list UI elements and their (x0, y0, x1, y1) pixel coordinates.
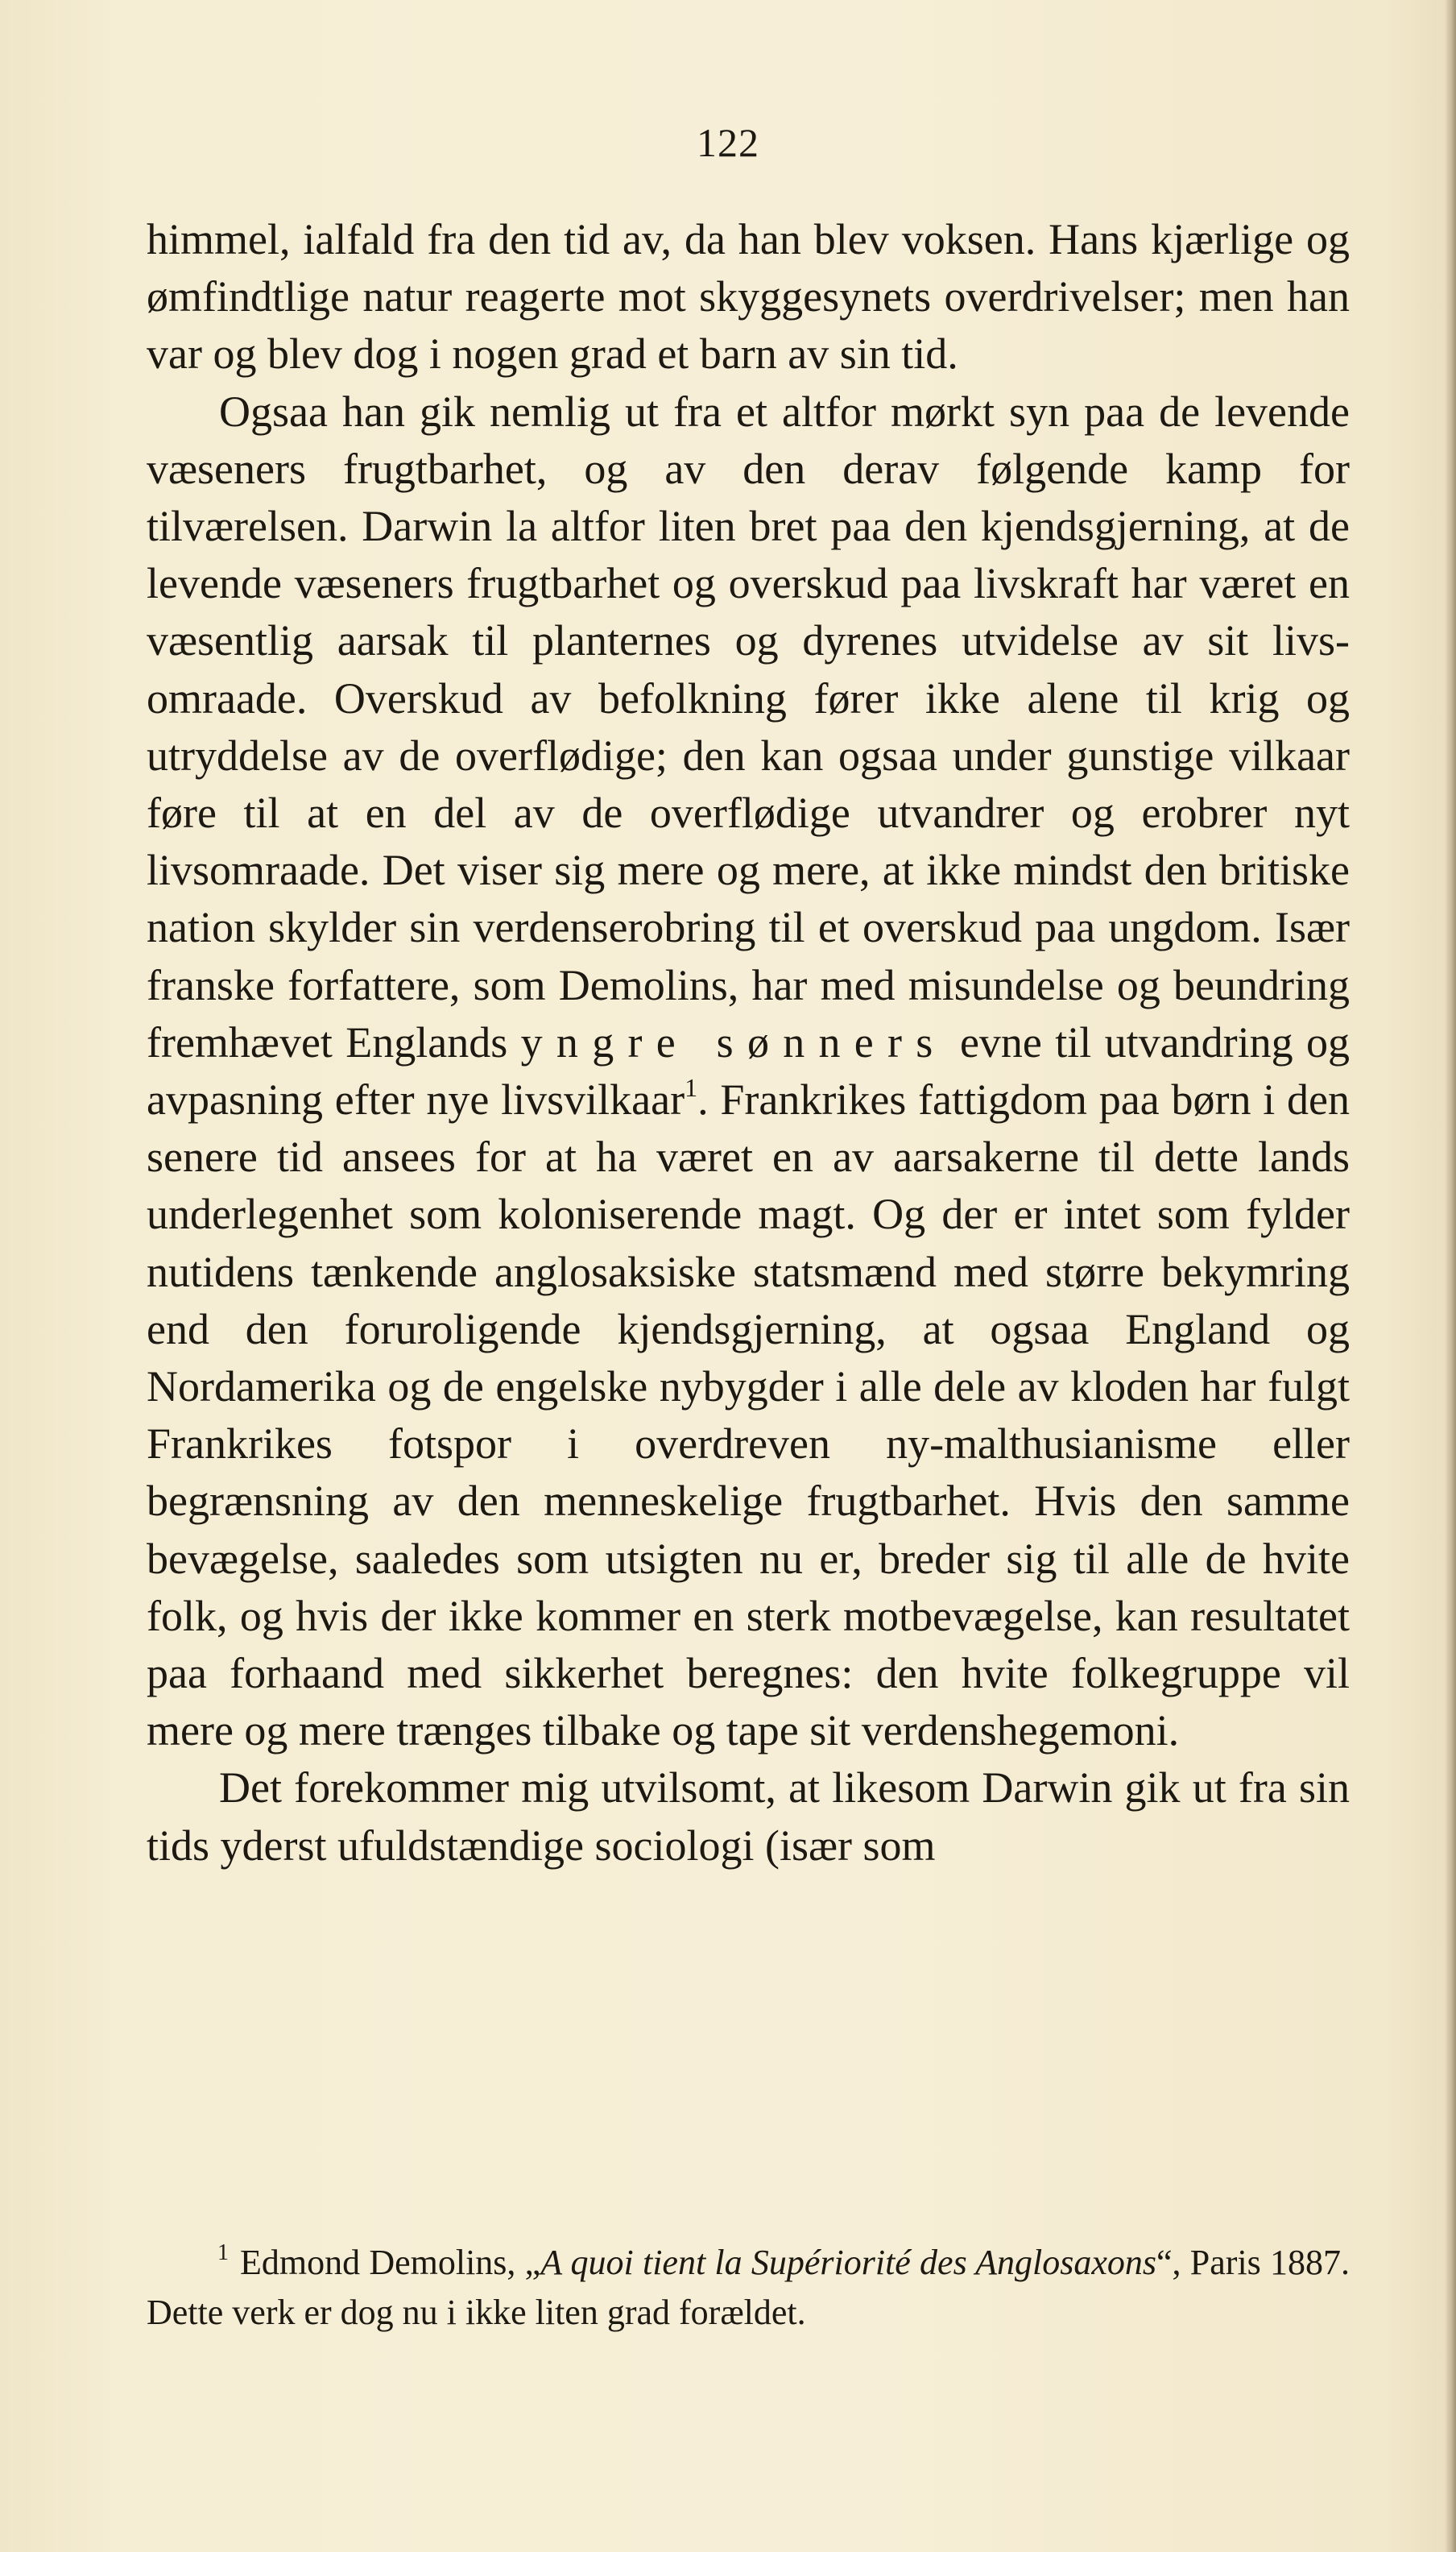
paragraph (147, 383, 1350, 1760)
paragraph (147, 211, 1350, 383)
footnotes (147, 2238, 1350, 2338)
paragraph-text: himmel, ialfald fra den tid av, da han blev voksen. Hans kjærlige og ømfindtlige natur reagerte mot skyggesynets overdrivelser; men han var og blev dog i nogen grad et barn av sin tid. (147, 215, 1350, 379)
page-number: 122 (697, 120, 759, 165)
paragraph-text: Ogsaa han gik nemlig ut fra et altfor mørkt syn paa de levende væseners frugtbarhet, og av den derav følgende kamp for tilværelsen. Darwin la altfor liten bret paa den kjendsgjerning, at de levende væseners frugtbarhet og overskud paa livskraft har været en væsentlig aarsak til planternes og dyrenes utvidelse av sit livsomraade. Overskud av befolkning fører ikke alene til krig og utryddelse av de overflødige; den kan ogsaa under gunstige vilkaar føre til at en del av de overflødige utvandrer og erobrer nyt livsomraade. Det viser sig mere og mere, at ikke mindst den britiske nation skylder sin verdenserobring til et overskud paa ungdom. Især franske forfattere, som Demolins, har med misundelse og beundring fremhævet Englands (147, 387, 1350, 1067)
spaced-emphasis-text: yngre sønners (520, 1017, 947, 1067)
footnote (147, 2238, 1350, 2338)
footnote-mark: 1 (217, 2240, 229, 2265)
footnote-reference: 1 (685, 1073, 698, 1103)
page-edge-shadow (1445, 0, 1456, 2552)
footnote-text: Edmond Demolins, „ (240, 2243, 541, 2282)
footnote-text: “, Paris 1887. Dette verk er dog nu i ikke liten grad forældet. (147, 2243, 1351, 2332)
paragraph-text: Det forekommer mig utvilsomt, at likesom Darwin gik ut fra sin tids yderst ufuldstændige sociologi (især som (147, 1763, 1350, 1870)
book-title-text: A quoi tient la Supériorité des Anglosaxons (540, 2243, 1157, 2282)
paragraph (147, 1759, 1350, 1874)
paragraph-text: . Frankrikes fattigdom paa børn i den senere tid ansees for at ha været en av aarsakerne til dette lands underlegenhet som koloniserende magt. Og der er intet som fylder nutidens tænkende anglosaksiske statsmænd med større bekymring end den foruroligende kjendsgjerning, at ogsaa England og Nordamerika og de engelske nybygder i alle dele av kloden har fulgt Frankrikes fotspor i overdreven ny-malthusianisme eller begrænsning av den menneskelige frugtbarhet. Hvis den samme bevægelse, saaledes som utsigten nu er, breder sig til alle de hvite folk, og hvis der ikke kommer en sterk motbevægelse, kan resultatet paa forhaand med sikkerhet beregnes: den hvite folkegruppe vil mere og mere trænges tilbake og tape sit verdenshegemoni. (147, 1075, 1350, 1755)
paragraph-text: evne til utvandring og avpasning efter nye livsvilkaar (147, 1017, 1350, 1125)
body-text (147, 211, 1350, 1875)
